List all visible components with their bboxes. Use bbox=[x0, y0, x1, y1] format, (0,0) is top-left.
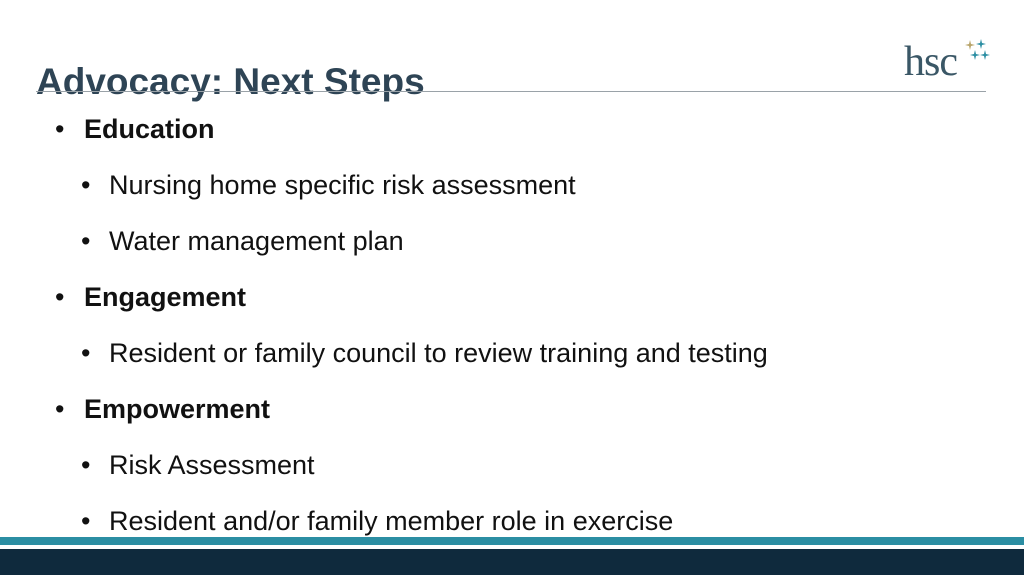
bullet-dot: • bbox=[81, 338, 91, 368]
bullet-text: Water management plan bbox=[109, 226, 404, 256]
bullet-text: Resident or family council to review training and testing bbox=[109, 338, 768, 368]
sub-bullet-item bbox=[81, 504, 674, 538]
bullet-dot: • bbox=[81, 506, 91, 536]
bullet-dot: • bbox=[55, 114, 65, 144]
bullet-dot: • bbox=[55, 282, 65, 312]
sub-bullet-item bbox=[81, 168, 576, 202]
sub-bullet-item bbox=[81, 336, 768, 370]
bullet-text: Empowerment bbox=[84, 394, 271, 424]
bullet-text: Engagement bbox=[84, 282, 247, 312]
bullet-text: Resident and/or family member role in exercise bbox=[109, 506, 674, 536]
logo-text: hsc bbox=[904, 39, 957, 85]
bullet-text: Education bbox=[84, 114, 215, 144]
bullet-item bbox=[55, 392, 271, 426]
sub-bullet-item bbox=[81, 448, 315, 482]
bullet-item bbox=[55, 112, 215, 146]
slide-title: Advocacy: Next Steps bbox=[36, 61, 425, 102]
footer-band bbox=[0, 549, 1024, 575]
footer-accent-band bbox=[0, 537, 1024, 545]
bullet-text: Nursing home specific risk assessment bbox=[109, 170, 576, 200]
bullet-item bbox=[55, 280, 247, 314]
bullet-dot: • bbox=[81, 450, 91, 480]
bullet-text: Risk Assessment bbox=[109, 450, 315, 480]
bullet-dot: • bbox=[55, 394, 65, 424]
bullet-dot: • bbox=[81, 226, 91, 256]
sub-bullet-item bbox=[81, 224, 404, 258]
bullet-dot: • bbox=[81, 170, 91, 200]
